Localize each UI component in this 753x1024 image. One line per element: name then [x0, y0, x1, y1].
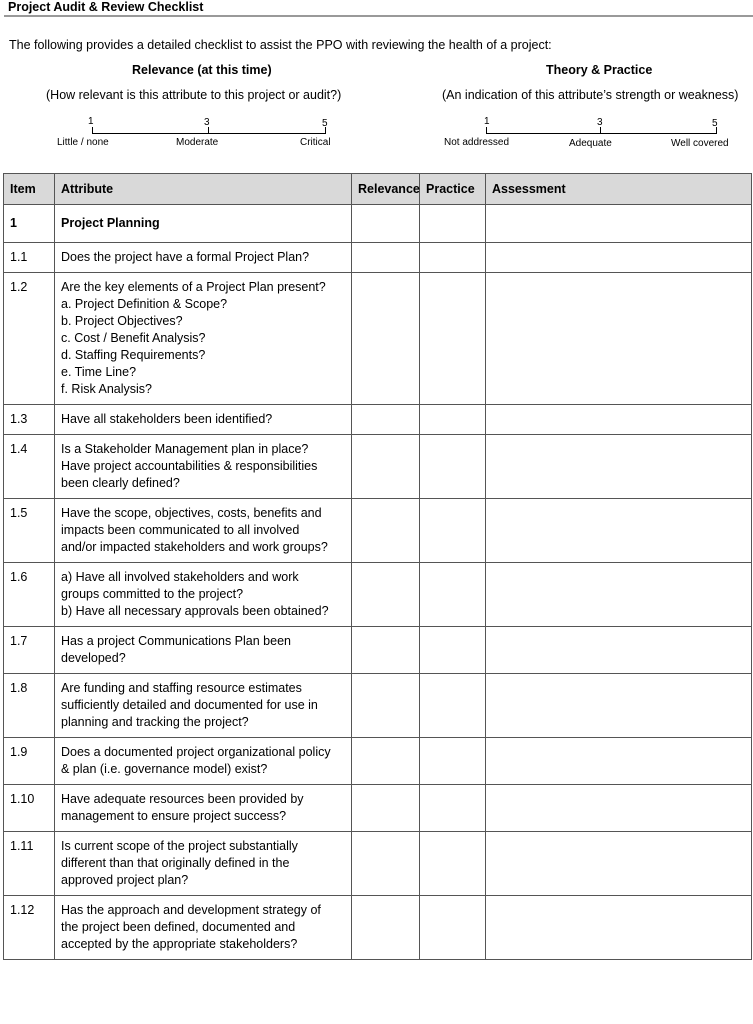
- theory-tick-3: [600, 127, 601, 134]
- row-item: 1.10: [4, 785, 55, 832]
- header-assessment: Assessment: [486, 174, 752, 205]
- relevance-scale-1: 1: [88, 116, 94, 127]
- row-assessment-cell[interactable]: [486, 405, 752, 435]
- row-practice-cell[interactable]: [420, 896, 486, 960]
- theory-scale-5: 5: [712, 118, 718, 129]
- row-relevance-cell[interactable]: [352, 627, 420, 674]
- relevance-scale-low: Little / none: [57, 137, 109, 148]
- row-attribute: Has a project Communications Plan been developed?: [55, 627, 352, 674]
- section-relevance-cell[interactable]: [352, 205, 420, 243]
- row-assessment-cell[interactable]: [486, 435, 752, 499]
- row-attribute: Does the project have a formal Project Plan?: [55, 243, 352, 273]
- row-attribute: Is current scope of the project substantially different than that originally defined in the approved project plan?: [55, 832, 352, 896]
- row-attribute: Are the key elements of a Project Plan present? a. Project Definition & Scope? b. Project Objectives? c. Cost / Benefit Analysis? d. Staffing Requirements? e. Time Line? f. Risk Analysis?: [55, 273, 352, 405]
- row-item: 1.12: [4, 896, 55, 960]
- row-relevance-cell[interactable]: [352, 499, 420, 563]
- section-attribute: Project Planning: [55, 205, 352, 243]
- row-practice-cell[interactable]: [420, 832, 486, 896]
- title-divider: [4, 15, 753, 17]
- row-item: 1.6: [4, 563, 55, 627]
- row-relevance-cell[interactable]: [352, 435, 420, 499]
- section-practice-cell[interactable]: [420, 205, 486, 243]
- row-assessment-cell[interactable]: [486, 563, 752, 627]
- row-item: 1.8: [4, 674, 55, 738]
- section-item: 1: [4, 205, 55, 243]
- row-relevance-cell[interactable]: [352, 832, 420, 896]
- table-row: [4, 273, 752, 405]
- table-row: [4, 738, 752, 785]
- table-row: [4, 785, 752, 832]
- row-item: 1.4: [4, 435, 55, 499]
- row-attribute: Are funding and staffing resource estimates sufficiently detailed and documented for use in planning and tracking the project?: [55, 674, 352, 738]
- row-relevance-cell[interactable]: [352, 405, 420, 435]
- table-header-row: [4, 174, 752, 205]
- row-attribute: Have all stakeholders been identified?: [55, 405, 352, 435]
- row-attribute: Is a Stakeholder Management plan in place? Have project accountabilities & responsibilities been clearly defined?: [55, 435, 352, 499]
- table-row: [4, 243, 752, 273]
- row-assessment-cell[interactable]: [486, 273, 752, 405]
- row-attribute: a) Have all involved stakeholders and work groups committed to the project? b) Have all necessary approvals been obtained?: [55, 563, 352, 627]
- row-assessment-cell[interactable]: [486, 832, 752, 896]
- table-row: [4, 674, 752, 738]
- row-assessment-cell[interactable]: [486, 785, 752, 832]
- theory-scale-3: 3: [597, 117, 603, 128]
- row-relevance-cell[interactable]: [352, 273, 420, 405]
- header-item: Item: [4, 174, 55, 205]
- row-assessment-cell[interactable]: [486, 674, 752, 738]
- relevance-scale-high: Critical: [300, 137, 331, 148]
- table-row: [4, 563, 752, 627]
- theory-scale-mid: Adequate: [569, 138, 612, 149]
- row-attribute: Does a documented project organizational policy & plan (i.e. governance model) exist?: [55, 738, 352, 785]
- relevance-subheading: (How relevant is this attribute to this project or audit?): [46, 88, 342, 102]
- table-row: [4, 627, 752, 674]
- row-item: 1.5: [4, 499, 55, 563]
- header-relevance: Relevance: [352, 174, 420, 205]
- row-attribute: Have the scope, objectives, costs, benefits and impacts been communicated to all involved and/or impacted stakeholders and work groups?: [55, 499, 352, 563]
- relevance-tick-3: [208, 127, 209, 134]
- header-attribute: Attribute: [55, 174, 352, 205]
- row-item: 1.11: [4, 832, 55, 896]
- theory-subheading: (An indication of this attribute’s strength or weakness): [442, 88, 739, 102]
- theory-scale-line: [486, 133, 716, 134]
- row-relevance-cell[interactable]: [352, 243, 420, 273]
- row-assessment-cell[interactable]: [486, 896, 752, 960]
- row-item: 1.2: [4, 273, 55, 405]
- row-practice-cell[interactable]: [420, 435, 486, 499]
- relevance-heading: Relevance (at this time): [132, 63, 272, 77]
- theory-scale-low: Not addressed: [444, 137, 510, 148]
- row-relevance-cell[interactable]: [352, 674, 420, 738]
- row-item: 1.9: [4, 738, 55, 785]
- row-attribute: Have adequate resources been provided by management to ensure project success?: [55, 785, 352, 832]
- row-relevance-cell[interactable]: [352, 785, 420, 832]
- row-item: 1.7: [4, 627, 55, 674]
- row-relevance-cell[interactable]: [352, 738, 420, 785]
- theory-scale-high: Well covered: [671, 138, 729, 149]
- document-title: Project Audit & Review Checklist: [8, 0, 204, 14]
- row-practice-cell[interactable]: [420, 738, 486, 785]
- row-item: 1.1: [4, 243, 55, 273]
- row-relevance-cell[interactable]: [352, 896, 420, 960]
- row-practice-cell[interactable]: [420, 273, 486, 405]
- row-practice-cell[interactable]: [420, 563, 486, 627]
- row-assessment-cell[interactable]: [486, 627, 752, 674]
- relevance-scale-mid: Moderate: [176, 137, 219, 148]
- row-practice-cell[interactable]: [420, 499, 486, 563]
- relevance-scale-5: 5: [322, 118, 328, 129]
- theory-tick-1: [486, 127, 487, 134]
- row-assessment-cell[interactable]: [486, 738, 752, 785]
- table-row: [4, 832, 752, 896]
- row-practice-cell[interactable]: [420, 405, 486, 435]
- header-practice: Practice: [420, 174, 486, 205]
- intro-text: The following provides a detailed checklist to assist the PPO with reviewing the health of a project:: [9, 38, 552, 52]
- row-practice-cell[interactable]: [420, 627, 486, 674]
- theory-heading: Theory & Practice: [546, 63, 653, 77]
- row-attribute: Has the approach and development strategy of the project been defined, documented and accepted by the appropriate stakeholders?: [55, 896, 352, 960]
- row-relevance-cell[interactable]: [352, 563, 420, 627]
- relevance-scale-3: 3: [204, 117, 210, 128]
- theory-scale-1: 1: [484, 116, 490, 127]
- row-practice-cell[interactable]: [420, 785, 486, 832]
- row-item: 1.3: [4, 405, 55, 435]
- row-practice-cell[interactable]: [420, 674, 486, 738]
- table-row: [4, 405, 752, 435]
- table-row: [4, 435, 752, 499]
- relevance-tick-1: [92, 127, 93, 134]
- checklist-table: [3, 173, 752, 960]
- table-row: [4, 896, 752, 960]
- row-practice-cell[interactable]: [420, 243, 486, 273]
- row-assessment-cell[interactable]: [486, 499, 752, 563]
- table-row: [4, 499, 752, 563]
- section-row: [4, 205, 752, 243]
- section-assessment-cell[interactable]: [486, 205, 752, 243]
- row-assessment-cell[interactable]: [486, 243, 752, 273]
